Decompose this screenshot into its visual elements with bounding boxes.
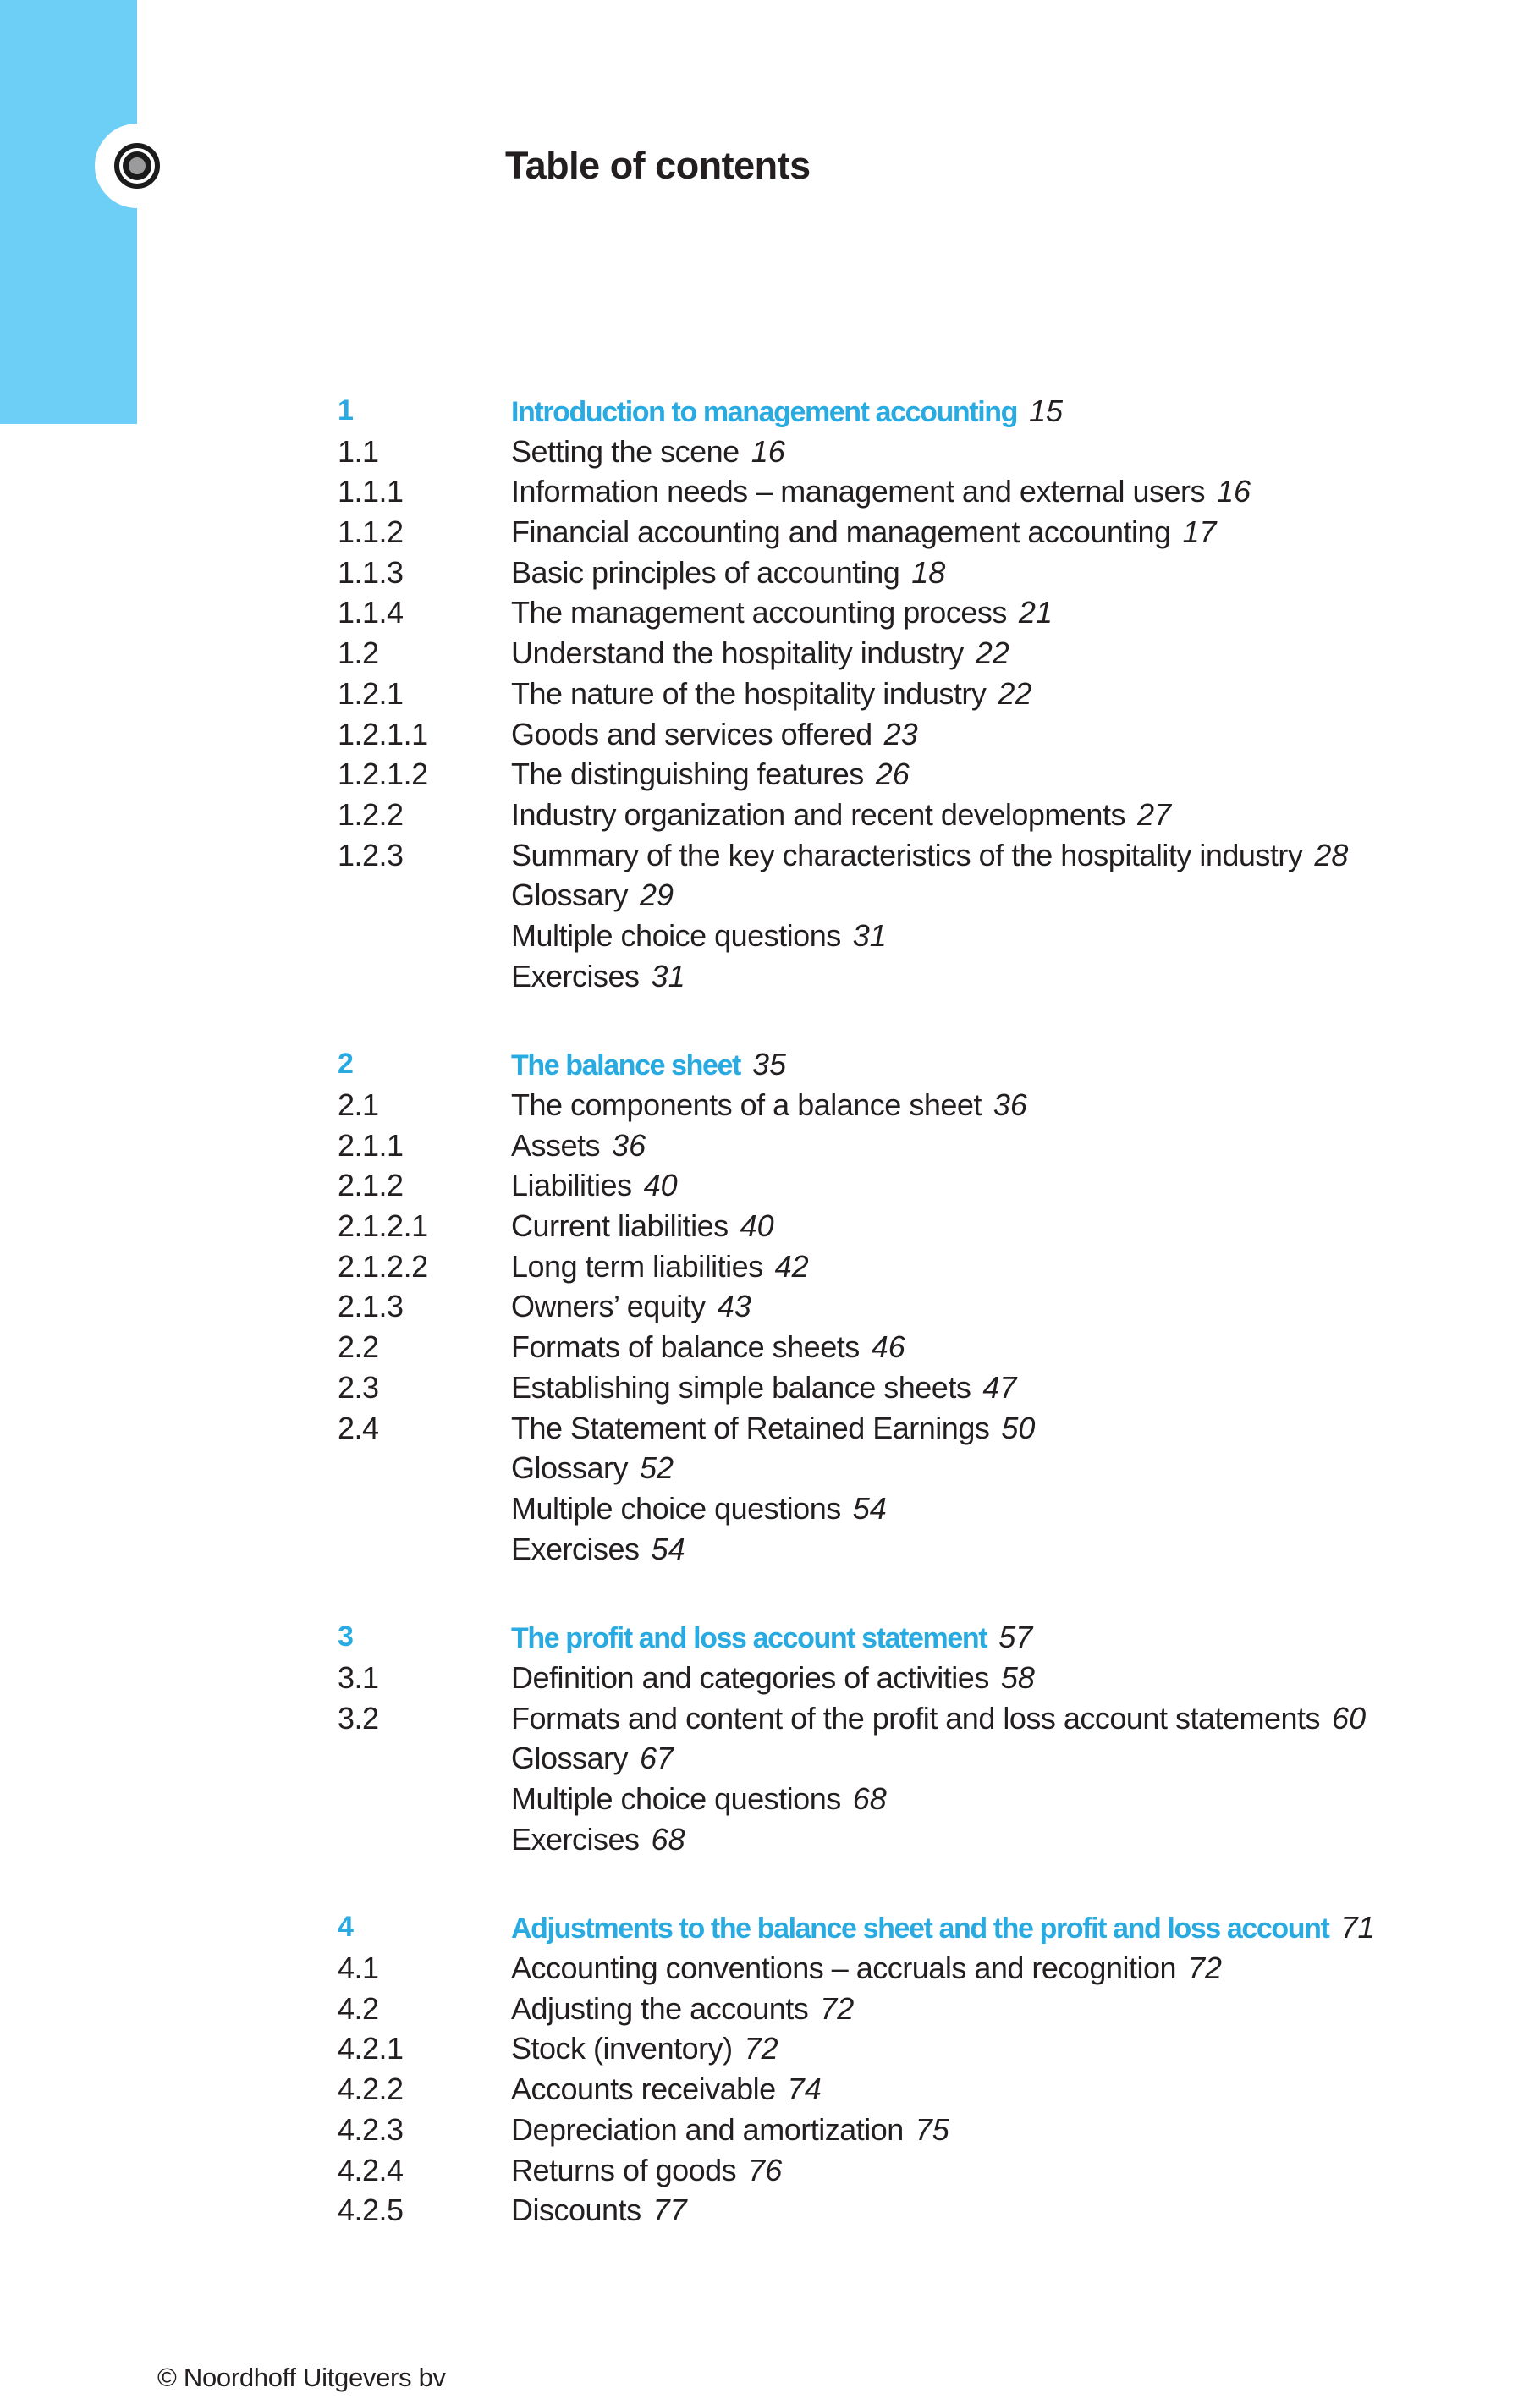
toc-section: [338, 391, 1522, 996]
toc-entry-label: The distinguishing features: [511, 757, 864, 792]
toc-entry-text: [511, 1408, 1522, 1449]
toc-entry-text: [511, 754, 1522, 795]
toc-entry-number: 1.1: [338, 433, 379, 469]
toc-entry-label: Glossary: [511, 1741, 629, 1776]
toc-entry-text: [511, 1246, 1522, 1287]
toc-entry-number: [338, 1529, 511, 1570]
toc-row: [338, 1948, 1522, 1989]
toc-entry-label: Accounts receivable: [511, 2072, 776, 2107]
toc-entry-label: Information needs – management and external users: [511, 474, 1206, 509]
toc-entry-text: [511, 1907, 1522, 1948]
table-of-contents: [338, 391, 1522, 2231]
toc-entry-label: Establishing simple balance sheets: [511, 1369, 971, 1405]
toc-row: [338, 512, 1522, 553]
toc-row: [338, 1125, 1522, 1166]
toc-entry-text: [511, 674, 1522, 714]
toc-row: [338, 2028, 1522, 2069]
toc-entry-text: [511, 1165, 1522, 1206]
toc-entry-number: 3.1: [338, 1659, 379, 1695]
toc-row: [338, 391, 1522, 432]
toc-entry-number: 2: [338, 1048, 353, 1081]
toc-entry-number: 1.1.4: [338, 595, 404, 630]
toc-entry-page: 40: [643, 1168, 678, 1203]
toc-entry-page: 75: [915, 2111, 949, 2147]
toc-row: [338, 1617, 1522, 1658]
toc-entry-page: 54: [852, 1490, 887, 1526]
toc-entry-label: Adjustments to the balance sheet and the profit and loss account: [511, 1912, 1329, 1945]
toc-row: [338, 956, 1522, 997]
toc-entry-text: [511, 956, 1522, 997]
bullseye-icon: [114, 143, 160, 189]
toc-entry-text: [511, 1529, 1522, 1570]
toc-entry-label: The management accounting process: [511, 595, 1007, 630]
toc-row: [338, 1327, 1522, 1367]
toc-entry-page: 52: [640, 1450, 674, 1486]
toc-row: [338, 714, 1522, 755]
toc-entry-page: 67: [640, 1741, 674, 1776]
toc-entry-text: [511, 1779, 1522, 1819]
toc-entry-page: 71: [1340, 1910, 1375, 1945]
toc-entry-page: 68: [651, 1821, 685, 1857]
toc-entry-text: [511, 1948, 1522, 1989]
toc-entry-page: 40: [740, 1208, 774, 1244]
toc-entry-text: [511, 592, 1522, 633]
toc-entry-number: 4.2.1: [338, 2031, 404, 2066]
toc-entry-number: 2.4: [338, 1410, 379, 1445]
toc-entry-text: [511, 1367, 1522, 1408]
side-band: [0, 0, 137, 424]
toc-entry-number: [338, 875, 511, 916]
toc-entry-text: [511, 835, 1522, 876]
toc-row: [338, 674, 1522, 714]
toc-row: [338, 2069, 1522, 2110]
toc-entry-label: Returns of goods: [511, 2152, 737, 2187]
toc-entry-page: 16: [1217, 474, 1251, 509]
toc-entry-label: Exercises: [511, 1531, 640, 1566]
toc-entry-text: [511, 471, 1522, 512]
toc-entry-page: 42: [774, 1248, 809, 1284]
toc-entry-number: 1.2.3: [338, 837, 404, 872]
toc-entry-page: 28: [1314, 837, 1349, 872]
toc-entry-page: 27: [1136, 796, 1172, 832]
toc-entry-page: 36: [612, 1127, 646, 1163]
toc-entry-label: The nature of the hospitality industry: [511, 675, 987, 711]
toc-row: [338, 1367, 1522, 1408]
toc-entry-page: 15: [1029, 393, 1064, 428]
toc-entry-page: 35: [751, 1047, 787, 1082]
toc-entry-page: 74: [787, 2072, 822, 2107]
toc-entry-number: 4.2.4: [338, 2152, 404, 2187]
toc-entry-label: Setting the scene: [511, 433, 740, 469]
toc-entry-label: Industry organization and recent developments: [511, 796, 1125, 832]
toc-entry-number: 2.1: [338, 1087, 379, 1122]
toc-entry-page: 68: [852, 1781, 887, 1816]
toc-entry-number: 4.1: [338, 1951, 379, 1986]
toc-row: [338, 471, 1522, 512]
toc-row: [338, 2150, 1522, 2191]
toc-entry-label: The balance sheet: [511, 1049, 740, 1082]
toc-entry-label: Accounting conventions – accruals and recognition: [511, 1951, 1177, 1986]
toc-section: [338, 1907, 1522, 2231]
toc-entry-text: [511, 1206, 1522, 1246]
toc-row: [338, 754, 1522, 795]
toc-entry-text: [511, 512, 1522, 553]
toc-entry-text: [511, 2150, 1522, 2191]
toc-row: [338, 1044, 1522, 1085]
toc-entry-label: Definition and categories of activities: [511, 1659, 989, 1695]
toc-entry-label: Summary of the key characteristics of the hospitality industry: [511, 837, 1303, 872]
toc-entry-label: The components of a balance sheet: [511, 1087, 982, 1122]
toc-entry-page: 47: [982, 1369, 1017, 1405]
toc-entry-page: 57: [998, 1620, 1033, 1655]
toc-entry-page: 18: [911, 554, 946, 590]
toc-entry-number: [338, 1738, 511, 1779]
toc-row: [338, 1738, 1522, 1779]
toc-entry-label: Owners’ equity: [511, 1289, 706, 1324]
toc-entry-page: 46: [871, 1329, 905, 1365]
toc-entry-label: The Statement of Retained Earnings: [511, 1410, 990, 1445]
toc-entry-text: [511, 1085, 1522, 1125]
toc-row: [338, 1408, 1522, 1449]
toc-row: [338, 835, 1522, 876]
toc-row: [338, 1698, 1522, 1739]
toc-entry-number: 4: [338, 1911, 353, 1944]
toc-entry-number: 4.2.3: [338, 2111, 404, 2147]
toc-row: [338, 1448, 1522, 1488]
toc-entry-number: 4.2.2: [338, 2072, 404, 2107]
toc-entry-text: [511, 1658, 1522, 1698]
toc-entry-text: [511, 2069, 1522, 2110]
toc-entry-label: Multiple choice questions: [511, 1781, 841, 1816]
toc-entry-label: Discounts: [511, 2193, 641, 2228]
toc-entry-label: Liabilities: [511, 1168, 632, 1203]
toc-entry-label: Introduction to management accounting: [511, 396, 1017, 428]
toc-row: [338, 633, 1522, 674]
toc-entry-page: 43: [717, 1289, 751, 1324]
toc-row: [338, 875, 1522, 916]
toc-entry-label: Depreciation and amortization: [511, 2111, 904, 2147]
toc-entry-page: 26: [875, 757, 910, 792]
toc-entry-number: [338, 916, 511, 956]
toc-entry-page: 72: [820, 1990, 855, 2026]
toc-entry-text: [511, 916, 1522, 956]
toc-entry-number: 1.2.1: [338, 675, 404, 711]
toc-row: [338, 795, 1522, 835]
toc-entry-page: 22: [998, 675, 1032, 711]
toc-entry-page: 77: [652, 2193, 687, 2228]
toc-entry-page: 22: [975, 636, 1009, 671]
toc-row: [338, 592, 1522, 633]
toc-entry-label: Multiple choice questions: [511, 917, 841, 953]
copyright-footer: © Noordhoff Uitgevers bv: [157, 2363, 446, 2392]
toc-entry-page: 31: [651, 958, 685, 993]
toc-entry-text: [511, 1448, 1522, 1488]
toc-entry-text: [511, 1989, 1522, 2029]
toc-entry-number: [338, 1488, 511, 1529]
toc-row: [338, 2190, 1522, 2231]
toc-entry-number: 1: [338, 394, 353, 426]
toc-entry-text: [511, 714, 1522, 755]
toc-entry-page: 72: [744, 2031, 778, 2066]
toc-entry-label: Formats and content of the profit and loss account statements: [511, 1700, 1321, 1736]
toc-entry-number: 2.1.2.1: [338, 1208, 428, 1244]
toc-entry-number: [338, 1819, 511, 1860]
toc-row: [338, 1989, 1522, 2029]
toc-row: [338, 432, 1522, 472]
toc-entry-page: 54: [651, 1531, 685, 1566]
toc-entry-number: 1.1.3: [338, 554, 404, 590]
toc-entry-text: [511, 391, 1522, 432]
toc-entry-label: Formats of balance sheets: [511, 1329, 860, 1365]
toc-entry-page: 50: [1001, 1410, 1036, 1445]
toc-entry-label: Current liabilities: [511, 1208, 729, 1244]
toc-entry-number: 1.2.1.2: [338, 757, 428, 792]
toc-entry-text: [511, 875, 1522, 916]
toc-entry-number: 1.2.1.1: [338, 716, 428, 751]
toc-row: [338, 553, 1522, 593]
toc-row: [338, 1206, 1522, 1246]
toc-row: [338, 2110, 1522, 2150]
toc-entry-label: Long term liabilities: [511, 1248, 763, 1284]
toc-row: [338, 1488, 1522, 1529]
toc-entry-number: 1.1.1: [338, 474, 404, 509]
toc-entry-label: Assets: [511, 1127, 601, 1163]
toc-entry-text: [511, 795, 1522, 835]
toc-entry-text: [511, 2190, 1522, 2231]
toc-entry-page: 16: [751, 433, 785, 469]
toc-entry-text: [511, 1488, 1522, 1529]
toc-entry-text: [511, 1698, 1522, 1739]
toc-entry-page: 21: [1018, 595, 1053, 630]
toc-entry-number: [338, 1448, 511, 1488]
toc-entry-text: [511, 1125, 1522, 1166]
toc-entry-number: 1.2.2: [338, 796, 404, 832]
toc-entry-label: Adjusting the accounts: [511, 1990, 809, 2026]
toc-entry-page: 60: [1332, 1700, 1367, 1736]
toc-entry-number: 2.1.1: [338, 1127, 404, 1163]
toc-row: [338, 1819, 1522, 1860]
toc-entry-label: The profit and loss account statement: [511, 1622, 987, 1655]
toc-entry-number: 4.2.5: [338, 2193, 404, 2228]
toc-row: [338, 1529, 1522, 1570]
toc-entry-number: 2.1.2: [338, 1168, 404, 1203]
toc-entry-label: Exercises: [511, 1821, 640, 1857]
toc-entry-page: 36: [993, 1087, 1027, 1122]
toc-row: [338, 916, 1522, 956]
bullseye-icon-center: [123, 151, 151, 180]
toc-entry-text: [511, 1286, 1522, 1327]
toc-row: [338, 1246, 1522, 1287]
toc-entry-text: [511, 1819, 1522, 1860]
toc-entry-label: Goods and services offered: [511, 716, 872, 751]
toc-entry-page: 23: [883, 716, 918, 751]
toc-entry-text: [511, 1617, 1522, 1658]
toc-row: [338, 1779, 1522, 1819]
toc-entry-number: 1.2: [338, 636, 379, 671]
toc-entry-page: 58: [1000, 1659, 1035, 1695]
toc-section: [338, 1617, 1522, 1859]
toc-entry-number: 1.1.2: [338, 514, 404, 550]
toc-entry-text: [511, 1044, 1522, 1085]
toc-entry-label: Exercises: [511, 958, 640, 993]
toc-row: [338, 1085, 1522, 1125]
toc-entry-label: Financial accounting and management accounting: [511, 514, 1171, 550]
toc-row: [338, 1907, 1522, 1948]
toc-entry-label: Understand the hospitality industry: [511, 636, 964, 671]
toc-entry-page: 31: [852, 917, 887, 953]
toc-entry-number: 2.2: [338, 1329, 379, 1365]
toc-entry-number: 2.1.3: [338, 1289, 404, 1324]
toc-entry-text: [511, 553, 1522, 593]
toc-entry-text: [511, 432, 1522, 472]
toc-section: [338, 1044, 1522, 1569]
toc-entry-page: 29: [640, 878, 674, 913]
toc-entry-label: Multiple choice questions: [511, 1490, 841, 1526]
toc-entry-text: [511, 2028, 1522, 2069]
toc-entry-page: 17: [1182, 514, 1217, 550]
toc-entry-number: [338, 956, 511, 997]
toc-row: [338, 1165, 1522, 1206]
toc-entry-number: 4.2: [338, 1990, 379, 2026]
toc-entry-label: Glossary: [511, 1450, 629, 1486]
toc-entry-label: Glossary: [511, 878, 629, 913]
toc-entry-number: 3: [338, 1620, 353, 1653]
toc-row: [338, 1658, 1522, 1698]
toc-entry-number: [338, 1779, 511, 1819]
toc-entry-text: [511, 1738, 1522, 1779]
toc-entry-text: [511, 1327, 1522, 1367]
toc-row: [338, 1286, 1522, 1327]
toc-entry-label: Stock (inventory): [511, 2031, 733, 2066]
toc-entry-page: 76: [748, 2152, 783, 2187]
page-title: Table of contents: [505, 144, 811, 187]
toc-entry-text: [511, 633, 1522, 674]
toc-entry-number: 3.2: [338, 1700, 379, 1736]
toc-entry-text: [511, 2110, 1522, 2150]
toc-entry-label: Basic principles of accounting: [511, 554, 900, 590]
toc-entry-number: 2.3: [338, 1369, 379, 1405]
toc-entry-number: 2.1.2.2: [338, 1248, 428, 1284]
toc-entry-page: 72: [1188, 1951, 1223, 1986]
